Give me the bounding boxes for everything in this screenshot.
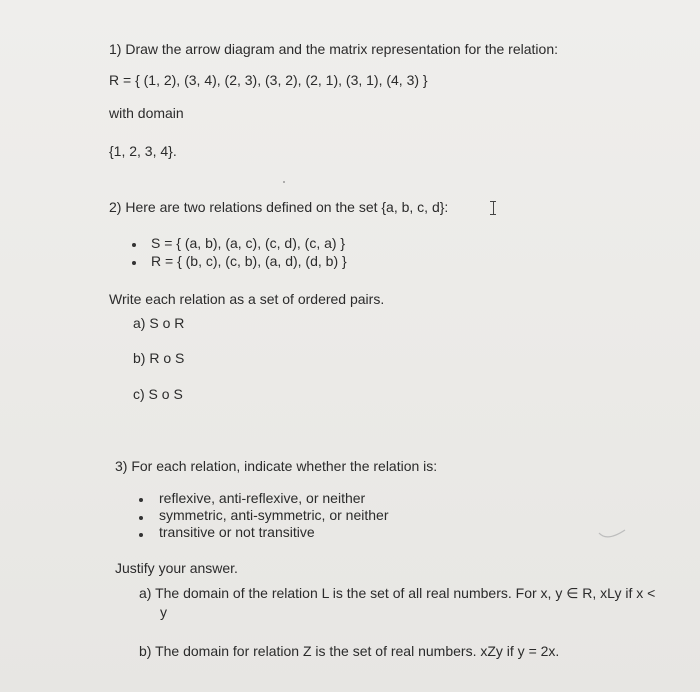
q1-relation: R = { (1, 2), (3, 4), (2, 3), (3, 2), (2, 1), (3, 1), (4, 3) }	[109, 72, 428, 88]
q1-domain-set: {1, 2, 3, 4}.	[109, 143, 177, 159]
text-cursor-icon	[490, 201, 496, 215]
speck	[283, 181, 285, 183]
q2-part-a: a) S o R	[133, 315, 185, 331]
q2-part-b: b) R o S	[133, 350, 185, 366]
q3-part-a-line2: y	[160, 604, 167, 620]
bullet-icon	[139, 533, 143, 537]
q3-bullet-reflexive: reflexive, anti-reflexive, or neither	[159, 490, 366, 506]
q2-part-c: c) S o S	[133, 386, 183, 402]
q3-part-a-line1: a) The domain of the relation L is the set of all real numbers. For x, y ∈ R, xLy if x <	[139, 585, 656, 601]
bullet-icon	[139, 516, 143, 520]
q3-bullet-symmetric: symmetric, anti-symmetric, or neither	[159, 507, 389, 523]
pencil-check-mark-icon	[597, 528, 627, 542]
q3-heading: 3) For each relation, indicate whether the relation is:	[115, 458, 438, 474]
q2-relation-r: R = { (b, c), (c, b), (a, d), (d, b) }	[151, 253, 347, 269]
bullet-icon	[132, 243, 136, 247]
bullet-icon	[139, 498, 143, 502]
q2-instruction: Write each relation as a set of ordered pairs.	[109, 291, 385, 307]
q1-with-domain: with domain	[109, 105, 184, 121]
bullet-icon	[132, 261, 136, 265]
q3-part-b: b) The domain for relation Z is the set of real numbers. xZy if y = 2x.	[139, 643, 560, 659]
q3-bullet-transitive: transitive or not transitive	[159, 524, 315, 540]
q2-heading: 2) Here are two relations defined on the set {a, b, c, d}:	[109, 199, 449, 215]
q2-relation-s: S = { (a, b), (a, c), (c, d), (c, a) }	[151, 235, 346, 251]
q1-heading: 1) Draw the arrow diagram and the matrix representation for the relation:	[109, 41, 558, 57]
q3-justify: Justify your answer.	[115, 560, 238, 576]
